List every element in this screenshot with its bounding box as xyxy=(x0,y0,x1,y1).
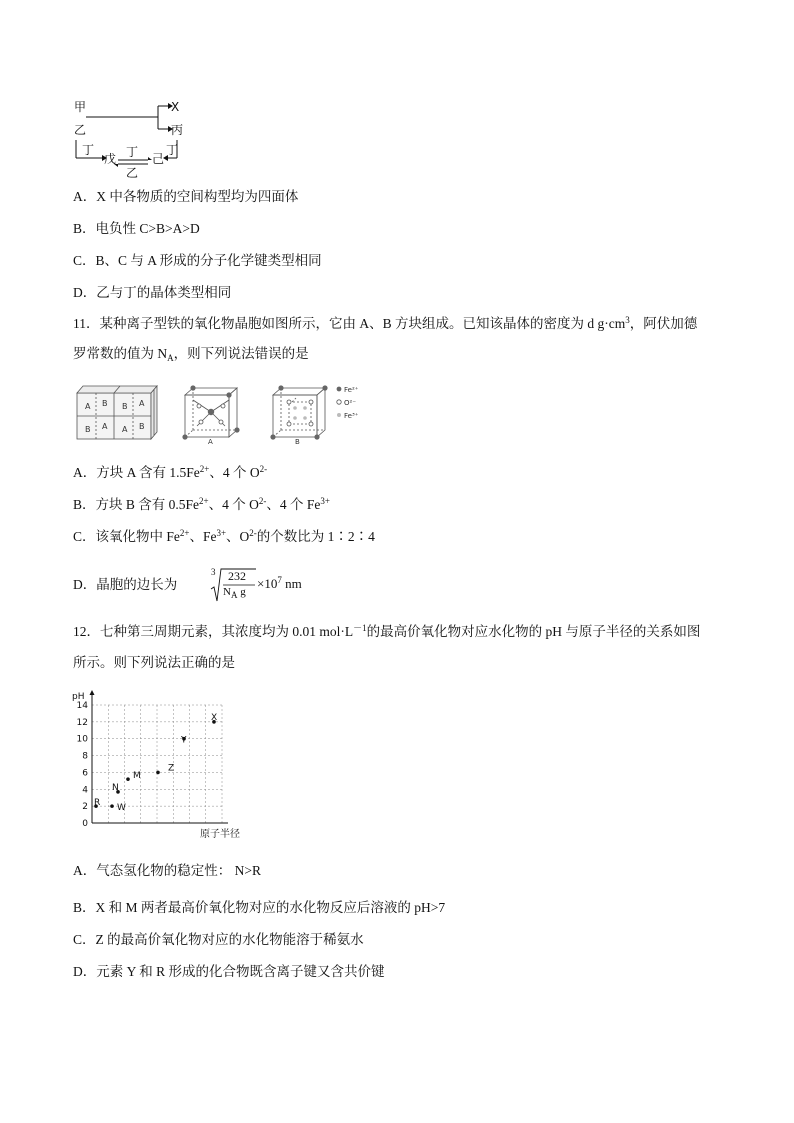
cube-label-3: B xyxy=(122,402,128,411)
q11-stem-sup: 3 xyxy=(625,315,630,325)
q11-stem2-post: ，则下列说法错误的是 xyxy=(173,346,309,361)
exponent: 7 xyxy=(277,575,282,585)
label-jia: 甲 xyxy=(74,100,87,114)
unit-nm: nm xyxy=(281,576,302,591)
label-x: X xyxy=(171,100,180,114)
label-bing: 丙 xyxy=(171,123,184,137)
y-tick-label: 8 xyxy=(82,751,88,762)
q11-stem2-pre: 罗常数的值为 N xyxy=(73,346,168,361)
denom-end: g xyxy=(237,586,246,598)
q11-stem-end: ，阿伏加德 xyxy=(629,316,698,331)
q11-b-mid2: 、4 个 Fe xyxy=(266,497,321,512)
q11-c-s3: 2- xyxy=(249,528,257,538)
cube-b-label: B xyxy=(295,438,300,444)
legend-fe3: Fe³⁺ xyxy=(344,412,359,420)
q11-option-c xyxy=(73,528,375,546)
q11-d-formula xyxy=(208,565,318,605)
q12-stem-line2: 所示。则下列说法正确的是 xyxy=(73,655,235,670)
ph-radius-chart xyxy=(68,686,248,842)
q11-b-pre: B．方块 B 含有 0.5Fe xyxy=(73,497,200,512)
q10-diagram xyxy=(72,96,202,180)
y-tick-label: 0 xyxy=(82,819,88,829)
q11-option-a xyxy=(73,464,267,482)
y-tick-label: 2 xyxy=(82,802,88,813)
q12-stem-sup: －1 xyxy=(353,623,367,633)
q11-b-s3: 3+ xyxy=(320,496,330,506)
q11-stem-line1 xyxy=(73,315,697,333)
point-label-R: R xyxy=(94,798,101,809)
cube-label-2: B xyxy=(102,399,108,408)
q10-option-d: D．乙与丁的晶体类型相同 xyxy=(73,285,232,300)
q11-b-s2: 2- xyxy=(258,496,267,506)
q12-option-b: B．X 和 M 两者最高价氧化物对应的水化物反应后溶液的 pH>7 xyxy=(73,900,446,915)
q11-stem2-sub: A xyxy=(167,353,174,363)
cube-label-5: B xyxy=(85,425,91,434)
q11-option-b xyxy=(73,496,330,514)
cube-a-label: A xyxy=(208,438,213,444)
q10-option-b: B．电负性 C>B>A>D xyxy=(73,221,200,236)
point-W xyxy=(110,804,114,808)
y-tick-label: 10 xyxy=(76,734,88,745)
denom-sub: A xyxy=(230,590,238,600)
q11-c-pre: C．该氧化物中 Fe xyxy=(73,529,180,544)
y-axis-arrow xyxy=(90,690,95,695)
q11-c-m2: 、O xyxy=(226,529,250,544)
q11-a-pre: A．方块 A 含有 1.5Fe xyxy=(73,465,200,480)
y-tick-label: 6 xyxy=(82,768,88,779)
cube-label-6: A xyxy=(102,422,108,431)
formula-tail xyxy=(257,576,302,592)
x-axis-label: 原子半径 xyxy=(200,829,240,840)
label-ding-mid: 丁 xyxy=(126,145,139,159)
point-label-N: N xyxy=(112,782,119,793)
q11-d-pre: D．晶胞的边长为 xyxy=(73,577,178,592)
q11-a-mid: 、4 个 O xyxy=(209,465,260,480)
point-label-X: X xyxy=(211,712,218,723)
point-Z xyxy=(156,771,160,775)
q12-option-a: A．气态氢化物的稳定性： N>R xyxy=(73,863,261,878)
label-ding-left: 丁 xyxy=(82,143,95,157)
q11-stem-line2 xyxy=(73,345,309,363)
root-index: 3 xyxy=(211,567,216,577)
q11-crystal-svg xyxy=(73,380,373,444)
q12-chart xyxy=(68,686,248,842)
q12-option-d: D．元素 Y 和 R 形成的化合物既含离子键又含共价键 xyxy=(73,964,385,979)
y-tick-label: 4 xyxy=(82,785,88,796)
label-ji: 己 xyxy=(152,152,165,166)
fraction-denominator xyxy=(223,586,246,598)
cube-label-1: A xyxy=(85,402,91,411)
y-axis-label: pH xyxy=(72,692,85,702)
q12-stem-post: 的最高价氧化物对应水化物的 pH 与原子半径的关系如图 xyxy=(366,624,701,639)
point-label-W: W xyxy=(117,803,126,814)
label-yi: 乙 xyxy=(74,123,87,137)
legend-o2: O²⁻ xyxy=(344,399,357,407)
cube-label-8: B xyxy=(139,422,145,431)
q12-option-c: C．Z 的最高价氧化物对应的水化物能溶于稀氨水 xyxy=(73,932,364,947)
q11-a-s2: 2- xyxy=(259,464,268,474)
q11-option-d xyxy=(73,576,177,594)
q12-stem-line1 xyxy=(73,623,700,641)
q11-c-s1: 2+ xyxy=(179,528,190,538)
q11-stem-text: 11．某种离子型铁的氧化物晶胞如图所示，它由 A、B 方块组成。已知该晶体的密度为 d g·cm xyxy=(73,316,626,331)
y-tick-label: 12 xyxy=(76,717,88,728)
q11-b-s1: 2+ xyxy=(199,496,209,506)
q11-a-s1: 2+ xyxy=(199,464,210,474)
label-wu: 戊 xyxy=(104,152,117,166)
cube-label-7: A xyxy=(122,425,128,434)
label-yi-mid: 乙 xyxy=(126,166,139,180)
q11-crystal-figure xyxy=(73,380,373,444)
legend-fe2: Fe²⁺ xyxy=(344,386,359,394)
q11-b-mid: 、4 个 O xyxy=(208,497,259,512)
point-M xyxy=(126,777,130,781)
q12-stem-pre: 12．七种第三周期元素，其浓度均为 0.01 mol·L xyxy=(73,624,354,639)
q11-c-post: 的个数比为 1∶2∶4 xyxy=(256,529,375,544)
fraction-numerator: 232 xyxy=(228,569,246,583)
q10-option-a: A．X 中各物质的空间构型均为四面体 xyxy=(73,189,299,204)
q11-c-s2: 3+ xyxy=(216,528,227,538)
y-tick-label: 14 xyxy=(76,701,88,711)
q11-c-m1: 、Fe xyxy=(189,529,217,544)
point-label-M: M xyxy=(133,771,141,782)
cube-label-4: A xyxy=(139,399,145,408)
point-label-Z: Z xyxy=(168,763,175,774)
denom-n: N xyxy=(223,586,231,598)
q10-option-c: C．B、C 与 A 形成的分子化学键类型相同 xyxy=(73,253,322,268)
q10-flow-diagram xyxy=(72,96,202,180)
point-label-Y: Y xyxy=(181,735,187,746)
times-ten: ×10 xyxy=(257,576,278,591)
label-ding-right: 丁 xyxy=(166,143,179,157)
